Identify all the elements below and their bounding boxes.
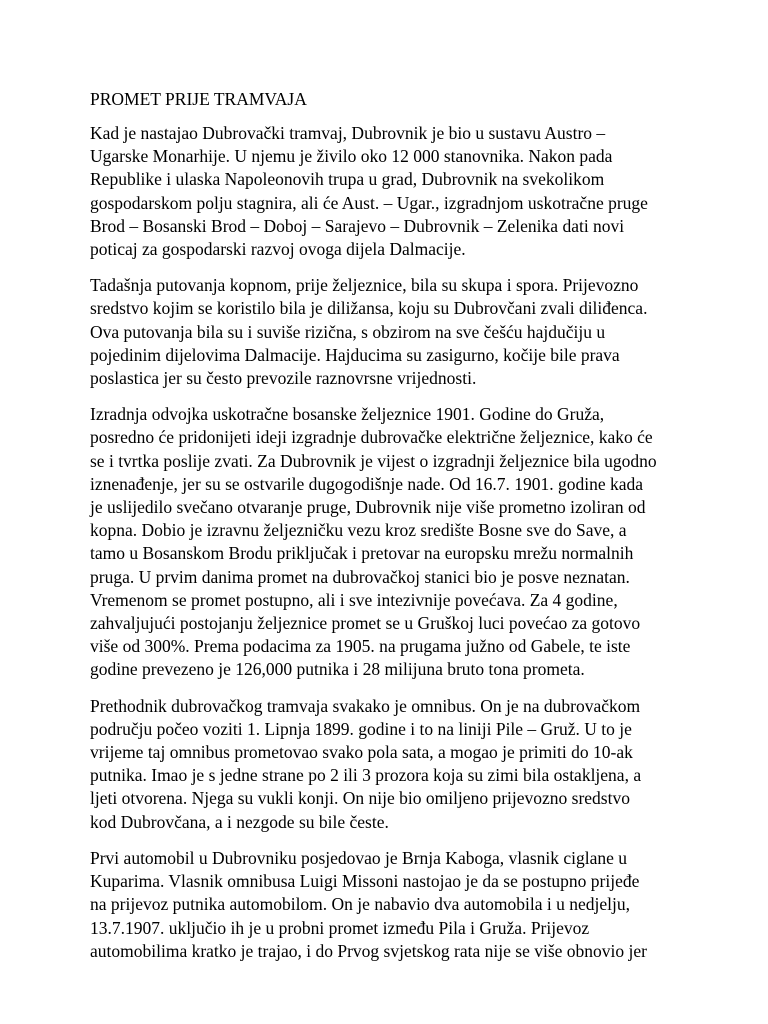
- text-line: na prijevoz putnika automobilom. On je nabavio dva automobila i u nedjelju,: [90, 894, 630, 915]
- text-line: se i tvrtka poslije zvati. Za Dubrovnik je vijest o izgradnji željeznice bila ugodno: [90, 450, 657, 471]
- text-line: zahvaljujući postojanju željeznice promet se u Gruškoj luci povećao za gotovo: [90, 613, 641, 634]
- text-line: području počeo voziti 1. Lipnja 1899. godine i to na liniji Pile – Gruž. U to je: [90, 718, 632, 739]
- text-line: poticaj za gospodarski razvoj ovoga dijela Dalmacije.: [90, 239, 466, 260]
- text-line: Izradnja odvojka uskotračne bosanske željeznice 1901. Godine do Gruža,: [90, 404, 605, 425]
- text-line: Republike i ulaska Napoleonovih trupa u grad, Dubrovnik na svekolikom: [90, 169, 605, 190]
- text-line: godine prevezeno je 126,000 putnika i 28 milijuna bruto tona prometa.: [90, 659, 585, 680]
- text-line: kopna. Dobio je izravnu željezničku vezu kroz središte Bosne sve do Save, a: [90, 520, 627, 541]
- text-line: vrijeme taj omnibus prometovao svako pola sata, a mogao je primiti do 10-ak: [90, 742, 633, 763]
- paragraph: [90, 847, 670, 963]
- text-line: Brod – Bosanski Brod – Doboj – Sarajevo – Dubrovnik – Zelenika dati novi: [90, 215, 625, 236]
- text-line: Prethodnik dubrovačkog tramvaja svakako je omnibus. On je na dubrovačkom: [90, 695, 641, 716]
- text-line: sredstvo kojim se koristilo bila je diližansa, koju su Dubrovčani zvali diliđenca.: [90, 298, 648, 319]
- text-line: ljeti otvorena. Njega su vukli konji. On nije bio omiljeno prijevozno sredstvo: [90, 788, 630, 809]
- text-line: iznenađenje, jer su se ostvarile dugogodišnje nade. Od 16.7. 1901. godine kada: [90, 473, 644, 494]
- document-title: PROMET PRIJE TRAMVAJA: [90, 89, 307, 109]
- paragraph: [90, 403, 670, 681]
- text-line: Vremenom se promet postupno, ali i sve intezivnije povećava. Za 4 godine,: [90, 589, 618, 610]
- text-line: putnika. Imao je s jedne strane po 2 ili 3 prozora koja su zimi bila ostakljena, a: [90, 765, 642, 786]
- paragraph: [90, 695, 670, 834]
- text-line: kod Dubrovčana, a i nezgode su bile česte.: [90, 811, 389, 832]
- text-line: 13.7.1907. uključio ih je u probni promet između Pila i Gruža. Prijevoz: [90, 917, 590, 938]
- text-line: Kad je nastajao Dubrovački tramvaj, Dubrovnik je bio u sustavu Austro –: [90, 123, 606, 143]
- document-page: [90, 88, 670, 976]
- text-line: Ugarske Monarhije. U njemu je živilo oko 12 000 stanovnika. Nakon pada: [90, 146, 613, 167]
- text-line: gospodarskom polju stagnira, ali će Aust. – Ugar., izgradnjom uskotračne pruge: [90, 192, 648, 213]
- text-line: tamo u Bosanskom Brodu priključak i pretovar na europsku mrežu normalnih: [90, 543, 634, 564]
- text-line: posredno će pridonijeti ideji izgradnje dubrovačke električne željeznice, kako će: [90, 427, 653, 448]
- text-line: automobilima kratko je trajao, i do Prvog svjetskog rata nije se više obnovio jer: [90, 940, 647, 961]
- paragraph: [90, 274, 670, 390]
- text-line: pojedinim dijelovima Dalmacije. Hajducima su zasigurno, kočije bile prava: [90, 344, 620, 365]
- text-line: Tadašnja putovanja kopnom, prije željeznice, bila su skupa i spora. Prijevozno: [90, 275, 639, 296]
- text-line: pruga. U prvim danima promet na dubrovačkoj stanici bio je posve neznatan.: [90, 566, 630, 587]
- text-line: Kuparima. Vlasnik omnibusa Luigi Missoni nastojao je da se postupno prijeđe: [90, 871, 640, 892]
- text-line: je uslijedilo svečano otvaranje pruge, Dubrovnik nije više prometno izoliran od: [90, 497, 646, 518]
- text-line: više od 300%. Prema podacima za 1905. na prugama južno od Gabele, te iste: [90, 636, 631, 657]
- text-line: Ova putovanja bila su i suviše rizična, s obzirom na sve češću hajdučiju u: [90, 321, 606, 342]
- text-line: Prvi automobil u Dubrovniku posjedovao je Brnja Kaboga, vlasnik ciglane u: [90, 847, 628, 868]
- document-body: [90, 122, 670, 963]
- paragraph: [90, 122, 670, 261]
- text-line: poslastica jer su često prevozile raznovrsne vrijednosti.: [90, 368, 477, 389]
